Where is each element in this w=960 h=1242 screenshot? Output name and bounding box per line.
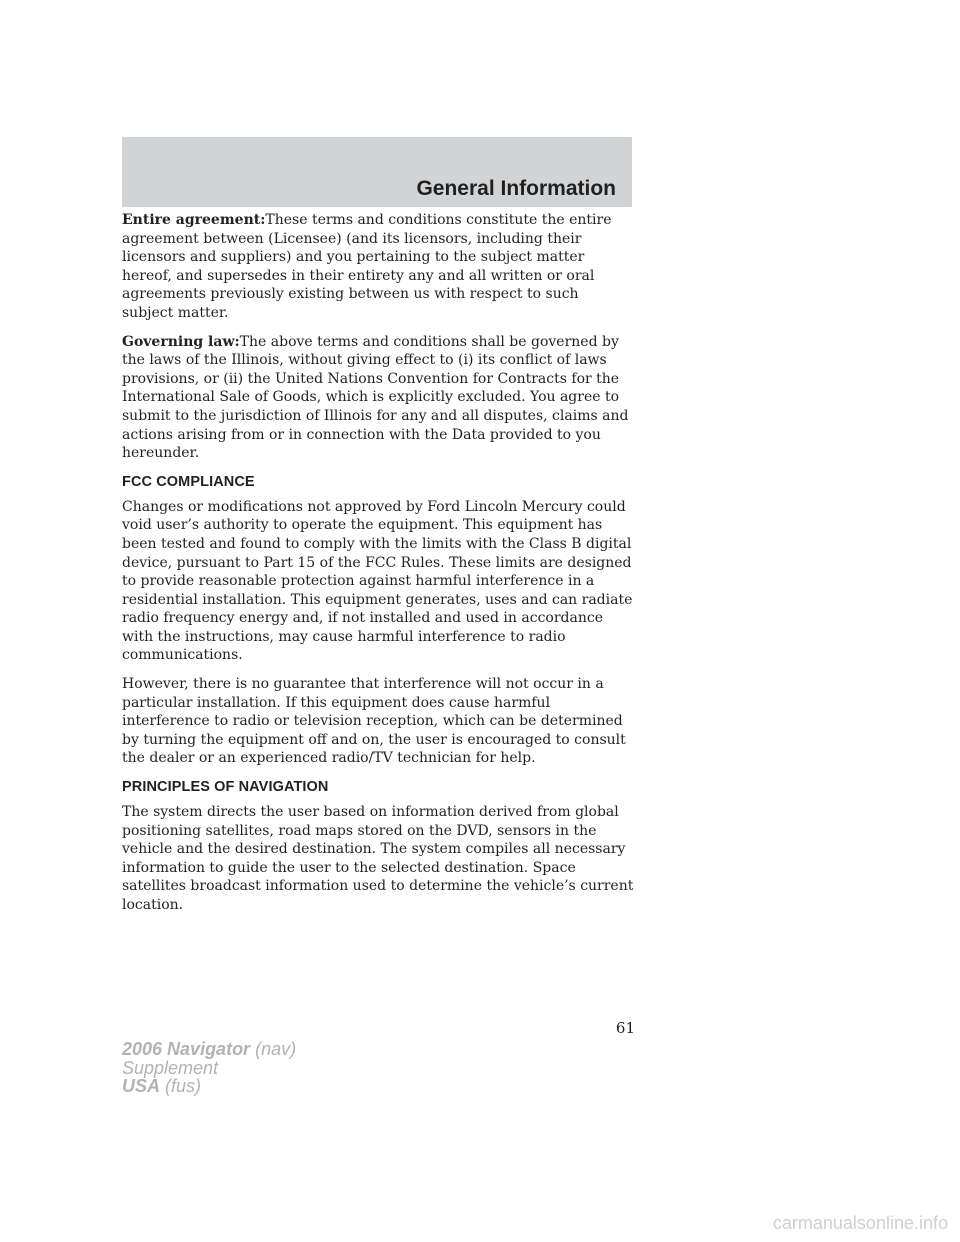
governing-law-paragraph bbox=[122, 333, 634, 463]
fcc-paragraph-2: However, there is no guarantee that interference will not occur in a particular installation. If this equipment does cause harmful interference to radio or television reception, which can be determined by turning the equipment off and on, the user is encouraged to consult the dealer or an experienced radio/TV technician for help. bbox=[122, 676, 626, 767]
footer-line-supplement: Supplement bbox=[122, 1057, 219, 1078]
section-header-band bbox=[122, 137, 632, 207]
site-watermark: carmanualsonline.info bbox=[772, 1213, 948, 1233]
section-title: General Information bbox=[416, 177, 616, 200]
document-footer bbox=[122, 1040, 296, 1096]
entire-agreement-lead: Entire agreement: bbox=[122, 212, 266, 228]
navigation-paragraph-1: The system directs the user based on information derived from global positioning satellites, road maps stored on the DVD, sensors in the vehicle and the desired destination. The system compiles all necessary information to guide the user to the selected destination. Space satellites broadcast information used to determine the vehicle’s current location. bbox=[122, 804, 634, 913]
entire-agreement-paragraph bbox=[122, 211, 634, 323]
fcc-heading: FCC COMPLIANCE bbox=[122, 473, 255, 490]
footer-line-model bbox=[122, 1040, 296, 1059]
page-content bbox=[122, 211, 634, 925]
footer-line-market bbox=[122, 1077, 296, 1096]
footer-market-code: (fus) bbox=[165, 1076, 202, 1096]
footer-market: USA bbox=[122, 1076, 161, 1096]
fcc-paragraph-1: Changes or modifications not approved by Ford Lincoln Mercury could void user’s authority to operate the equipment. This equipment has been tested and found to comply with the limits with the Class B digital device, pursuant to Part 15 of the FCC Rules. These limits are designed to provide reasonable protection against harmful interference in a residential installation. This equipment generates, uses and can radiate radio frequency energy and, if not installed and used in accordance with the instructions, may cause harmful interference to radio communications. bbox=[122, 498, 633, 664]
governing-law-lead: Governing law: bbox=[122, 333, 240, 350]
entire-agreement-text: These terms and conditions constitute the entire agreement between (Licensee) (and its licensors, including their licensors and suppliers) and you pertaining to the subject matter hereof, and supersedes in their entirety any and all written or oral agreements previously existing between us with respect to such subject matter. bbox=[122, 212, 612, 321]
navigation-heading: PRINCIPLES OF NAVIGATION bbox=[122, 779, 329, 796]
page-number: 61 bbox=[615, 1019, 635, 1037]
governing-law-text: The above terms and conditions shall be governed by the laws of the Illinois, without giving effect to (i) its conflict of laws provisions, or (ii) the United Nations Convention for Contracts for the International Sale of Goods, which is explicitly excluded. You agree to submit to the jurisdiction of Illinois for any and all disputes, claims and actions arising from or in connection with the Data provided to you hereunder. bbox=[122, 333, 629, 462]
footer-model-code: (nav) bbox=[255, 1039, 297, 1059]
footer-model: 2006 Navigator bbox=[122, 1039, 251, 1059]
